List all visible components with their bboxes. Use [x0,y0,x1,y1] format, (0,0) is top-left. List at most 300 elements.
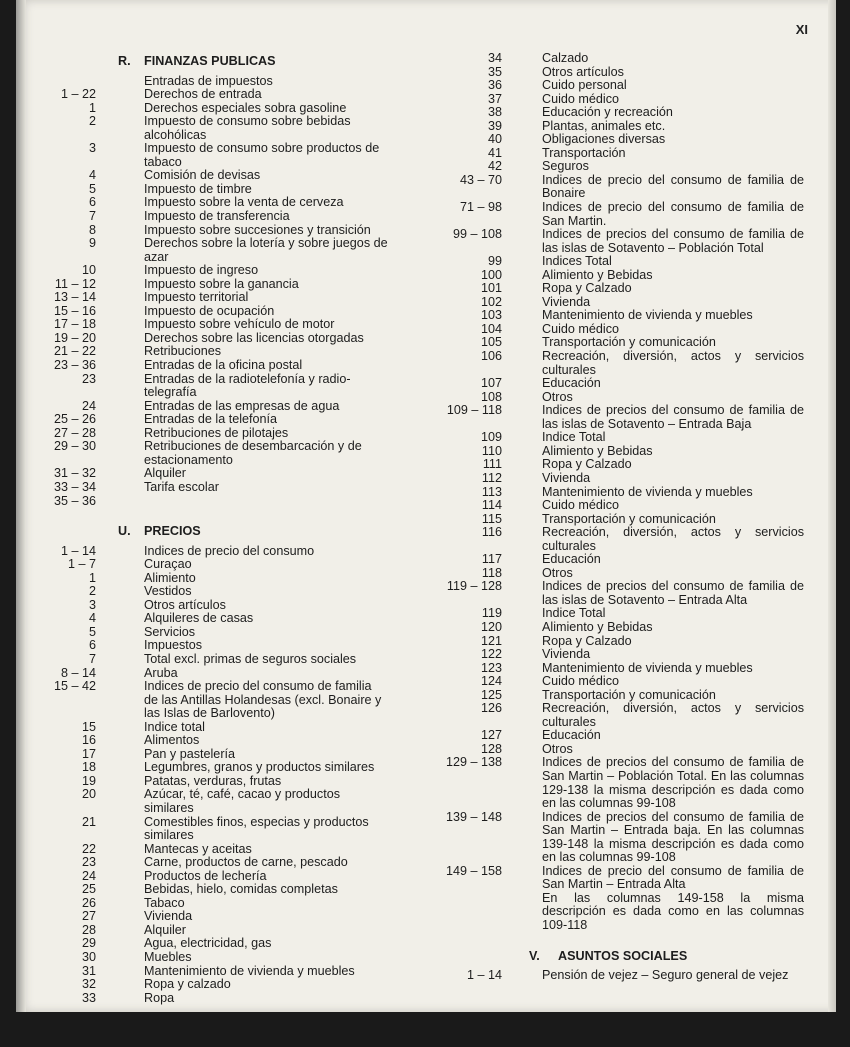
list-item [34,653,389,667]
item-description: Otros [542,565,573,580]
document-page [16,0,836,1012]
item-description: Otros [542,741,573,756]
list-item [34,558,389,572]
item-description: Indices de precios del consumo de familia de las islas de Sotavento – Entrada Alta [542,579,804,607]
item-description: Ropa [144,990,175,1005]
column-number: 1 [88,100,96,115]
list-item [34,169,389,183]
list-item [34,495,389,509]
list-item [34,883,389,897]
list-item [34,721,389,735]
list-item [34,680,389,721]
column-number: 13 – 14 [53,290,96,305]
list-item [34,359,389,373]
item-description: Impuesto sobre vehículo de motor [144,317,335,332]
item-description: Mantenimiento de vivienda y muebles [542,484,753,499]
item-description: Ropa y Calzado [542,281,632,296]
list-item [34,264,389,278]
item-description: Alimiento y Bebidas [542,267,653,282]
list-item [409,404,804,431]
list-item [409,472,804,486]
item-description: Alquileres de casas [144,611,254,626]
column-number: 113 [481,484,502,499]
page-number: XI [795,22,808,37]
item-description: Impuesto sobre succesiones y transición [144,222,371,237]
item-description: Cuido médico [542,91,620,106]
binding-gutter [16,0,26,1012]
column-number: 128 [480,741,502,756]
item-description: Bebidas, hielo, comidas completas [144,882,338,897]
list-item [34,291,389,305]
item-description: Indices de precio del consumo de familia de Bonaire [542,172,804,201]
column-number: 24 [81,868,96,883]
column-number: 104 [480,321,502,336]
column-number: 5 [88,624,96,639]
column-number: 38 [487,105,502,120]
list-item [34,775,389,789]
column-number: 149 – 158 [445,863,502,878]
list-item [34,224,389,238]
item-description: Ropa y Calzado [542,457,632,472]
section-heading-asuntos-sociales [409,950,804,964]
list-item [34,305,389,319]
column-number: 3 [88,141,96,156]
item-description: Comestibles finos, especias y productos similares [144,814,369,843]
precios-continued-list [409,52,804,933]
item-description: Alimiento [144,570,196,585]
column-number: 10 [81,263,96,278]
column-number: 23 – 36 [53,358,96,373]
item-description: Educación [542,552,601,567]
section-title: PRECIOS [144,524,201,539]
list-item [409,689,804,703]
item-description: Tabaco [144,895,185,910]
list-item [409,607,804,621]
list-item [409,228,804,255]
column-number: 121 [480,633,502,648]
column-number: 40 [487,132,502,147]
column-number: 5 [88,181,96,196]
list-item [34,748,389,762]
list-item [34,788,389,815]
item-description: Educación y recreación [542,105,673,120]
column-number: 123 [480,660,502,675]
item-description: Cuido personal [542,78,627,93]
column-number: 6 [88,638,96,653]
item-description: Seguros [542,159,589,174]
item-description: Retribuciones [144,344,222,359]
item-description: Retribuciones de pilotajes [144,425,289,440]
list-item [34,237,389,264]
list-item [34,142,389,169]
item-description: Cuido médico [542,498,620,513]
list-item [409,377,804,391]
column-number: 116 [481,525,502,540]
item-description: Legumbres, granos y productos similares [144,760,375,775]
list-item [34,734,389,748]
item-description: En las columnas 149-158 la misma descripción es dada como en las columnas 109-118 [542,890,804,932]
column-number: 37 [487,91,502,106]
list-item [34,427,389,441]
list-item [409,621,804,635]
item-description: Vivienda [144,909,193,924]
list-item [409,648,804,662]
column-number: 41 [487,145,502,160]
column-number: 17 – 18 [53,317,96,332]
item-description: Aruba [144,665,178,680]
list-item [409,969,804,983]
column-number: 28 [81,922,96,937]
section-title: FINANZAS PUBLICAS [144,54,276,68]
list-item [34,278,389,292]
list-item [34,612,389,626]
item-description: Indice total [144,719,205,734]
list-item [34,413,389,427]
column-number: 32 [81,977,96,992]
column-number: 20 [81,787,96,802]
list-item [409,79,804,93]
column-number: 30 [81,950,96,964]
column-number: 109 [480,430,502,445]
list-item [409,309,804,323]
list-item [409,865,804,892]
item-description: Cuido médico [542,674,620,689]
item-description: Vivienda [542,470,591,485]
list-item [409,282,804,296]
column-number: 124 [480,674,502,689]
list-item [34,440,389,467]
list-item [409,729,804,743]
item-description: Alimiento y Bebidas [542,443,653,458]
list-item [409,702,804,729]
finanzas-list [34,75,389,509]
column-number: 16 [81,733,96,748]
column-number: 7 [88,209,96,224]
item-description: Total excl. primas de seguros sociales [144,651,357,666]
column-number: 127 [480,728,502,743]
list-item [409,93,804,107]
column-number: 126 [480,701,502,716]
column-number: 106 [480,349,502,364]
item-description: Vivienda [542,294,591,309]
column-number: 25 [81,882,96,897]
list-item [34,870,389,884]
column-number: 111 [482,457,502,472]
column-number: 1 – 14 [60,543,96,558]
column-number: 1 [88,570,96,585]
section-heading-finanzas [34,55,389,69]
list-item [409,486,804,500]
item-description: Obligaciones diversas [542,132,666,147]
column-number: 27 – 28 [53,425,96,440]
list-item [34,910,389,924]
item-description: Alimiento y Bebidas [542,619,653,634]
item-description: Derechos sobre la lotería y sobre juegos de azar [144,236,388,264]
item-description: Recreación, diversión, actos y servicios culturales [542,701,804,729]
item-description: Impuesto de consumo sobre productos de tabaco [144,141,380,169]
column-number: 101 [480,281,502,296]
column-number: 35 – 36 [53,493,96,508]
column-number: 117 [481,552,502,567]
column-number: 3 [88,597,96,612]
list-item [34,951,389,965]
list-item [34,545,389,559]
list-item [409,201,804,228]
column-number: 31 [81,963,96,978]
column-number: 6 [88,195,96,210]
item-description: Indices de precios del consumo de familia de las islas de Sotavento – Entrada Baja [542,403,804,431]
list-item [34,183,389,197]
item-description: Otros artículos [144,597,226,612]
column-number: 105 [480,335,502,350]
column-number: 110 [481,443,502,458]
list-item [409,553,804,567]
item-description: Entradas de impuestos [144,73,273,88]
list-item [409,567,804,581]
list-item [34,115,389,142]
item-description: Impuesto de transferencia [144,209,290,224]
column-number: 31 – 32 [53,466,96,481]
item-description: Educación [542,376,601,391]
item-description: Indice Total [542,430,606,445]
list-item [409,66,804,80]
column-number: 34 [487,51,502,65]
list-item [34,639,389,653]
item-description: Servicios [144,624,196,639]
column-number: 26 [81,895,96,910]
page-edge [828,0,836,1012]
item-description: Derechos de entrada [144,87,262,102]
column-number: 43 – 70 [459,172,502,187]
column-number: 100 [480,267,502,282]
item-description: Transportación y comunicación [542,687,716,702]
item-description: Comisión de devisas [144,168,261,183]
column-number: 129 – 138 [445,755,502,770]
item-description: Alimentos [144,733,200,748]
column-number: 119 – 128 [446,579,502,594]
column-number: 107 [480,376,502,391]
list-item [34,965,389,979]
precios-list [34,545,389,1006]
list-item [409,323,804,337]
list-item [409,580,804,607]
item-description: Carne, productos de carne, pescado [144,855,348,870]
item-description: Pensión de vejez – Seguro general de vejez [542,968,789,983]
list-item [34,102,389,116]
column-number: 36 [487,78,502,93]
list-item [409,662,804,676]
list-item [409,811,804,865]
column-number: 42 [487,159,502,174]
list-item [34,196,389,210]
list-item [34,667,389,681]
column-number: 15 – 42 [53,679,96,694]
list-item [34,599,389,613]
list-item [34,467,389,481]
list-item [34,937,389,951]
item-description: Calzado [542,51,589,65]
column-number: 23 [81,371,96,386]
section-letter: R. [118,54,131,68]
column-number: 99 [487,254,502,269]
item-description: Impuesto de timbre [144,181,252,196]
list-item [409,635,804,649]
list-item [34,626,389,640]
item-description: Recreación, diversión, actos y servicios culturales [542,349,804,377]
list-item [34,210,389,224]
item-description: Indices de precios del consumo de familia de San Martin – Entrada baja. En las columnas 139-148 la misma descripción es dada como en las columnas 99-108 [542,809,804,865]
item-description: Recreación, diversión, actos y servicios culturales [542,525,804,553]
item-description: Impuesto sobre la ganancia [144,276,299,291]
column-number: 109 – 118 [446,403,502,418]
item-description: Mantenimiento de vivienda y muebles [542,308,753,323]
list-item [409,445,804,459]
list-item [34,88,389,102]
column-number: 21 – 22 [53,344,96,359]
list-item [409,106,804,120]
column-number: 22 [81,841,96,856]
item-description: Derechos especiales sobra gasoline [144,100,347,115]
section-title: ASUNTOS SOCIALES [558,948,688,963]
column-number: 1 – 7 [67,557,96,572]
list-item [409,255,804,269]
column-number: 112 [481,470,502,485]
item-description: Derechos sobre las licencias otorgadas [144,330,364,345]
item-description: Impuesto de ocupación [144,303,275,318]
list-item [34,332,389,346]
list-item [409,526,804,553]
column-number: 35 [487,64,502,79]
column-number: 99 – 108 [452,227,502,242]
item-description: Impuesto sobre la venta de cerveza [144,195,344,210]
list-item [409,174,804,201]
list-item [34,373,389,400]
list-item [34,992,389,1006]
column-number: 33 – 34 [53,479,96,494]
list-item [409,756,804,810]
list-item [409,120,804,134]
list-item [409,52,804,66]
right-column [409,52,804,983]
column-number: 19 – 20 [53,330,96,345]
item-description: Productos de lechería [144,868,267,883]
item-description: Indices Total [542,254,612,269]
column-number: 23 [81,855,96,870]
asuntos-sociales-list [409,969,804,983]
item-description: Impuesto de ingreso [144,263,259,278]
item-description: Muebles [144,950,192,964]
item-description: Indices de precio del consumo de familia de San Martin – Entrada Alta [542,863,804,892]
item-description: Indices de precio del consumo de familia de las Antillas Holandesas (excl. Bonaire y las Islas de Barlovento) [144,679,382,721]
list-item [34,400,389,414]
list-item [34,816,389,843]
item-description: Impuesto de consumo sobre bebidas alcohólicas [144,114,351,142]
column-number: 8 [88,222,96,237]
column-number: 103 [480,308,502,323]
list-item [409,391,804,405]
item-description: Retribuciones de desembarcación y de estacionamento [144,439,362,467]
item-description: Impuestos [144,638,203,653]
list-item [34,978,389,992]
column-number: 125 [480,687,502,702]
list-item [34,897,389,911]
list-item [409,269,804,283]
item-description: Agua, electricidad, gas [144,936,272,951]
column-number: 71 – 98 [459,200,502,215]
item-description: Indices de precio del consumo [144,543,315,558]
column-number: 9 [88,236,96,251]
item-description: Indices de precio del consumo de familia de San Martin. [542,200,804,228]
item-description: Alquiler [144,466,186,481]
list-item [34,345,389,359]
column-number: 120 [480,619,502,634]
item-description: Otros artículos [542,64,624,79]
column-number: 4 [88,611,96,626]
column-number: 102 [480,294,502,309]
column-number: 18 [81,760,96,775]
item-description: Mantecas y aceitas [144,841,252,856]
list-item [34,481,389,495]
list-item [409,675,804,689]
item-description: Vestidos [144,584,192,599]
column-number: 122 [480,647,502,662]
column-number: 119 [481,606,502,621]
column-number: 39 [487,118,502,133]
left-column [34,52,389,1005]
item-description: Transportación y comunicación [542,511,716,526]
item-description: Entradas de la radiotelefonía y radio-telegrafía [144,371,351,400]
item-description: Vivienda [542,647,591,662]
column-number: 2 [88,114,96,129]
column-number: 4 [88,168,96,183]
item-description: Entradas de la oficina postal [144,358,303,373]
column-number: 17 [81,746,96,761]
column-number: 33 [81,990,96,1005]
column-number: 2 [88,584,96,599]
item-description: Curaçao [144,557,192,572]
column-number: 1 – 14 [466,968,502,983]
column-number: 118 [481,565,502,580]
column-number: 139 – 148 [445,809,502,824]
list-item [34,318,389,332]
section-heading-precios [34,525,389,539]
list-item [34,924,389,938]
list-item [409,160,804,174]
item-description: Ropa y Calzado [542,633,632,648]
column-number: 1 – 22 [60,87,96,102]
column-number: 25 – 26 [53,412,96,427]
column-number: 29 – 30 [53,439,96,454]
column-number: 24 [81,398,96,413]
item-description: Tarifa escolar [144,479,219,494]
item-description: Alquiler [144,922,186,937]
item-description: Entradas de la telefonía [144,412,278,427]
list-item [34,572,389,586]
item-description: Indice Total [542,606,606,621]
list-item [409,743,804,757]
column-number: 19 [81,773,96,788]
item-description: Pan y pastelería [144,746,236,761]
column-number: 29 [81,936,96,951]
column-number: 114 [481,498,502,513]
column-number: 27 [81,909,96,924]
item-description: Azúcar, té, café, cacao y productos similares [144,787,341,815]
item-description: Ropa y calzado [144,977,231,992]
list-item [409,296,804,310]
section-letter: V. [529,948,540,963]
item-description: Transportación [542,145,626,160]
item-description: Mantenimiento de vivienda y muebles [542,660,753,675]
